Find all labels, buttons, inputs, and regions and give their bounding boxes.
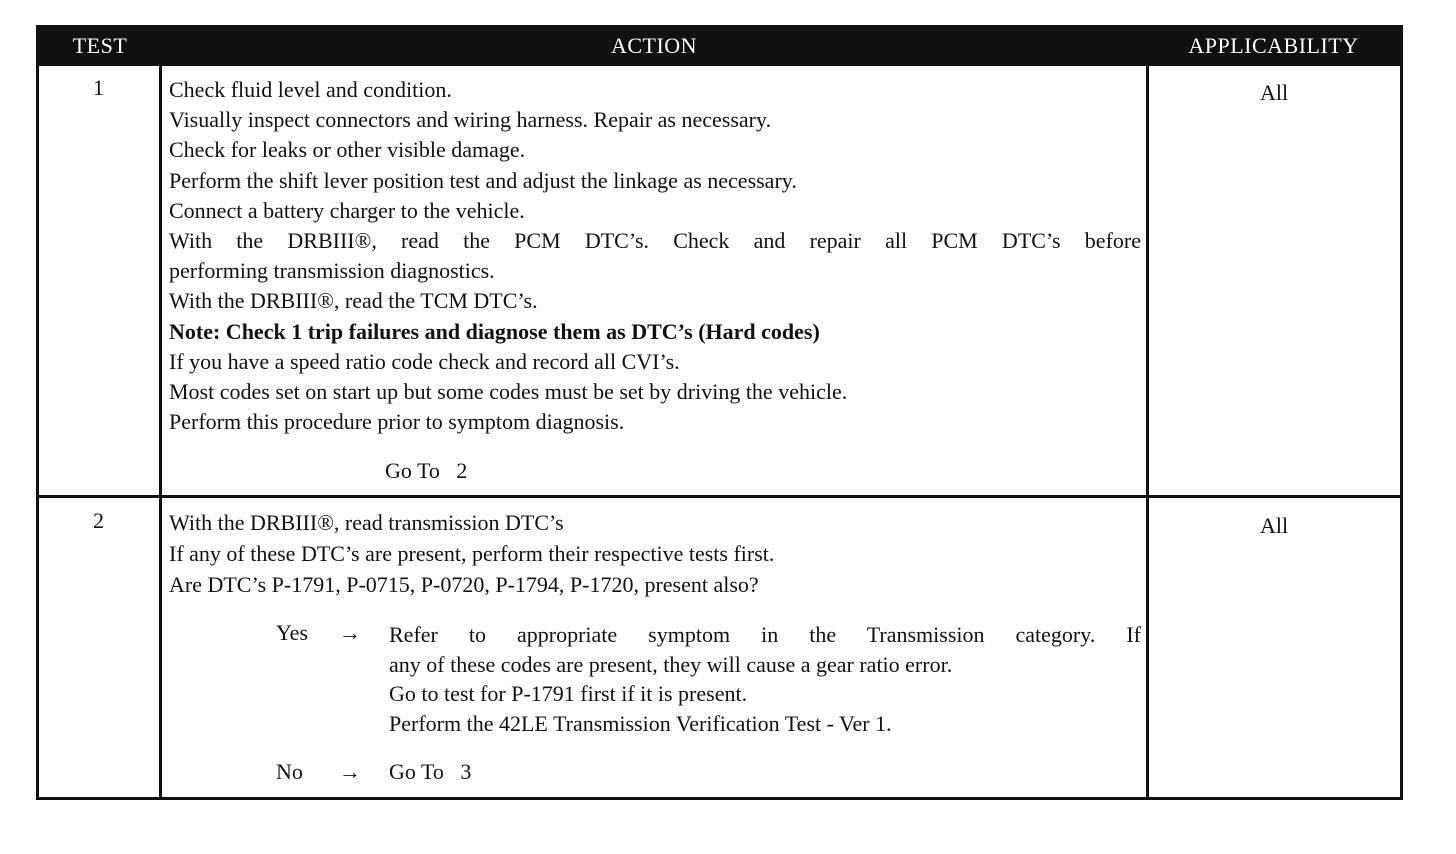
row-divider [39, 495, 1400, 498]
row1-goto: Go To 2 [385, 458, 468, 483]
yes-line: any of these codes are present, they will cause a gear ratio error. [389, 652, 953, 677]
row1-test-number: 1 [93, 75, 104, 100]
header-action: ACTION [610, 33, 698, 58]
row1-line: With the DRBIII®, read the PCM DTC’s. Check and repair all PCM DTC’s before [169, 228, 1141, 253]
column-divider-test [159, 66, 162, 800]
row1-line: Perform the shift lever position test and adjust the linkage as necessary. [169, 168, 797, 193]
row2-test-number: 2 [93, 508, 104, 533]
row1-applicability: All [1259, 80, 1289, 105]
row1-note: Note: Check 1 trip failures and diagnose them as DTC’s (Hard codes) [169, 319, 820, 344]
row1-line: Perform this procedure prior to symptom diagnosis. [169, 409, 625, 434]
row1-line: With the DRBIII®, read the TCM DTC’s. [169, 288, 538, 313]
row2-line: With the DRBIII®, read transmission DTC’s [169, 510, 564, 535]
diagnostic-table [36, 25, 1403, 800]
yes-line: Perform the 42LE Transmission Verification Test - Ver 1. [389, 711, 892, 736]
yes-arrow-icon: → [339, 620, 361, 645]
no-label: No [276, 759, 303, 784]
table-header [39, 28, 1400, 66]
row1-line: Check for leaks or other visible damage. [169, 137, 526, 162]
row1-line: Visually inspect connectors and wiring harness. Repair as necessary. [169, 107, 772, 132]
no-goto: Go To 3 [389, 759, 472, 784]
column-divider-applicability [1146, 66, 1149, 800]
yes-line: Go to test for P-1791 first if it is present. [389, 681, 748, 706]
row1-line: performing transmission diagnostics. [169, 258, 495, 283]
yes-label: Yes [276, 620, 309, 645]
row2-applicability: All [1259, 513, 1289, 538]
yes-line: Refer to appropriate symptom in the Transmission category. If [389, 622, 1141, 647]
row1-line: Connect a battery charger to the vehicle. [169, 198, 525, 223]
row1-line: Check fluid level and condition. [169, 77, 452, 102]
header-test: TEST [72, 33, 128, 58]
no-arrow-icon: → [339, 759, 361, 784]
row1-line: Most codes set on start up but some codes must be set by driving the vehicle. [169, 379, 848, 404]
row1-line: If you have a speed ratio code check and record all CVI’s. [169, 349, 680, 374]
row2-line: Are DTC’s P-1791, P-0715, P-0720, P-1794, P-1720, present also? [169, 572, 759, 597]
row2-line: If any of these DTC’s are present, perform their respective tests first. [169, 541, 775, 566]
header-applicability: APPLICABILITY [1188, 33, 1359, 58]
